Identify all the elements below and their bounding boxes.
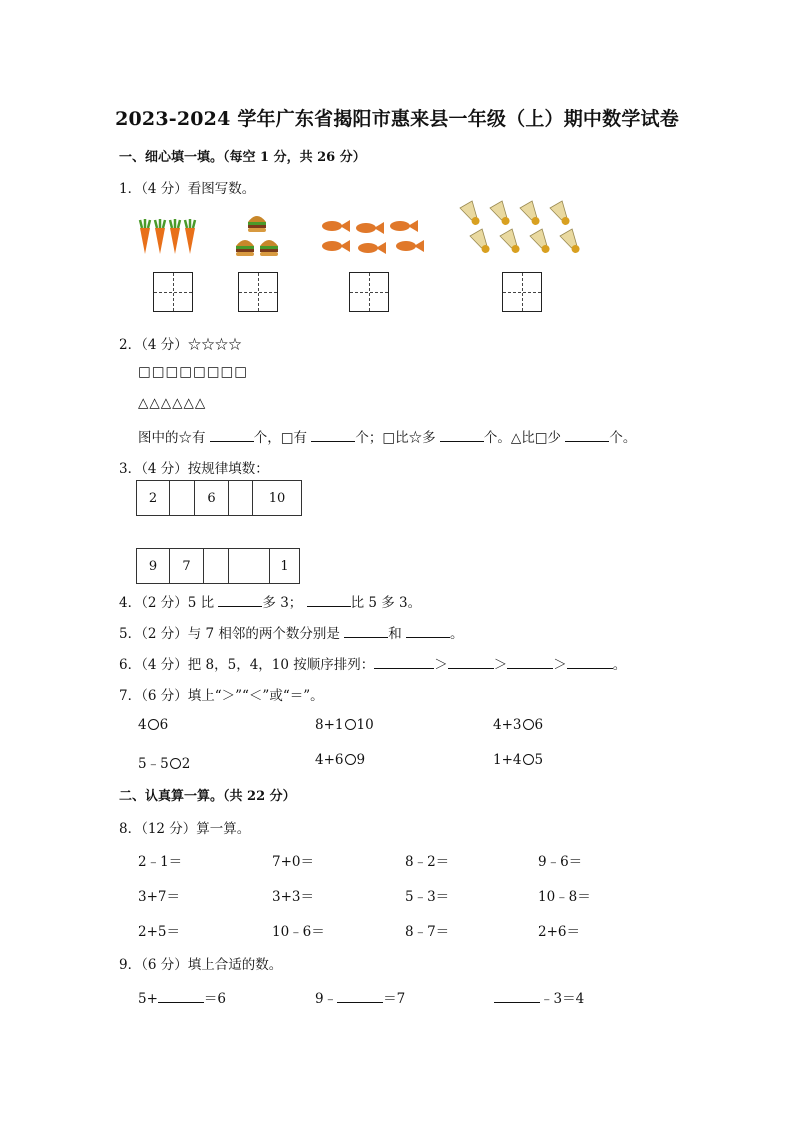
- calc-item[interactable]: 10﹣8＝: [538, 889, 591, 905]
- answer-grid-shuttlecocks[interactable]: [502, 272, 542, 312]
- section-2-heading: 二、认真算一算。（共 22 分）: [119, 789, 296, 804]
- q2-blank-4[interactable]: [565, 429, 609, 442]
- q1-picture-row: [130, 200, 590, 270]
- seq2-cell[interactable]: [229, 549, 270, 584]
- q6-blank-3[interactable]: [507, 656, 553, 669]
- answer-grid-fish[interactable]: [349, 272, 389, 312]
- page-title: 2023-2024 学年广东省揭阳市惠来县一年级（上）期中数学试卷: [115, 108, 679, 130]
- q6-gt-1: ＞: [434, 657, 448, 673]
- calc-item[interactable]: 8﹣2＝: [405, 854, 450, 870]
- triangles-row: △△△△△△: [138, 395, 207, 411]
- calc-item[interactable]: 3+7＝: [138, 889, 180, 905]
- q6-gt-2: ＞: [493, 657, 508, 673]
- compare-item: 8+1 10: [315, 717, 374, 733]
- q2-text-5: 个。: [609, 430, 637, 446]
- calc-item[interactable]: 2+5＝: [138, 924, 180, 940]
- answer-grid-burgers[interactable]: [238, 272, 278, 312]
- seq2-cell[interactable]: [204, 549, 229, 584]
- carrot-icon: [140, 219, 195, 254]
- compare-circle[interactable]: [148, 719, 159, 730]
- compare-item: 4+6 9: [315, 752, 366, 768]
- q5-blank-1[interactable]: [344, 625, 388, 638]
- shuttlecock-icon: [460, 201, 584, 256]
- burger-icon: [236, 216, 278, 256]
- q5-text-b: 和: [388, 626, 402, 642]
- answer-grid-carrots[interactable]: [153, 272, 193, 312]
- question-1-label: 1．（4 分）看图写数。: [119, 181, 256, 197]
- calc-item[interactable]: 5﹣3＝: [405, 889, 450, 905]
- q2-blank-3[interactable]: [440, 429, 484, 442]
- compare-item: 4 6: [138, 717, 169, 733]
- compare-item: 4+3 6: [493, 717, 544, 733]
- question-4: [119, 591, 421, 611]
- q2-text-4: 个。△比□少: [483, 430, 562, 446]
- question-8-label: 8．（12 分）算一算。: [119, 821, 251, 837]
- compare-circle[interactable]: [345, 719, 356, 730]
- seq2-cell: 9: [137, 549, 170, 584]
- q2-text-2: 个，□有: [253, 430, 308, 446]
- seq1-cell: 10: [253, 481, 302, 516]
- calc-item[interactable]: 3+3＝: [272, 889, 314, 905]
- squares-row: □□□□□□□□: [138, 364, 249, 380]
- q4-text-a: 4．（2 分）5 比: [119, 595, 215, 611]
- question-9-label: 9．（6 分）填上合适的数。: [119, 957, 283, 973]
- calc-item[interactable]: 8﹣7＝: [405, 924, 450, 940]
- seq1-cell: 2: [137, 481, 170, 516]
- question-5: [119, 622, 464, 642]
- calc-item[interactable]: 2﹣1＝: [138, 854, 183, 870]
- q4-text-b: 多 3；: [262, 595, 303, 611]
- sequence-table-2: [136, 548, 300, 584]
- q2-blank-2[interactable]: [311, 429, 355, 442]
- question-7-label: 7．（6 分）填上“＞”“＜”或“＝”。: [119, 688, 324, 704]
- compare-item: 1+4 5: [493, 752, 544, 768]
- fill-item-a: 5+ ＝6: [138, 991, 226, 1007]
- q4-blank-2[interactable]: [307, 594, 351, 607]
- q6-blank-1[interactable]: [374, 656, 434, 669]
- seq2-cell: 7: [170, 549, 204, 584]
- q2-text-3: 个；□比☆多: [355, 430, 436, 446]
- seq1-cell: 6: [195, 481, 229, 516]
- fill-item-c: ﹣3＝4: [494, 987, 584, 1007]
- q2-blank-1[interactable]: [210, 429, 254, 442]
- q5-text-c: 。: [450, 626, 464, 642]
- q6-blank-4[interactable]: [567, 656, 613, 669]
- q6-text-a: 6．（4 分）把 8，5，4，10 按顺序排列：: [119, 657, 375, 673]
- q9-blank-2[interactable]: [337, 990, 383, 1003]
- seq1-cell[interactable]: [170, 481, 195, 516]
- question-3-label: 3．（4 分）按规律填数：: [119, 461, 269, 477]
- seq2-cell: 1: [270, 549, 300, 584]
- compare-item: 5﹣5 2: [138, 756, 191, 772]
- goldfish-icon: [322, 220, 424, 254]
- calc-item[interactable]: 2+6＝: [538, 924, 580, 940]
- compare-circle[interactable]: [170, 758, 181, 769]
- q5-blank-2[interactable]: [406, 625, 450, 638]
- calc-item[interactable]: 10﹣6＝: [272, 924, 325, 940]
- section-1-heading: 一、细心填一填。（每空 1 分，共 26 分）: [119, 150, 366, 165]
- q2-text-1: 图中的☆有: [138, 430, 206, 446]
- q9-blank-3[interactable]: [494, 990, 540, 1003]
- q6-gt-3: ＞: [553, 657, 567, 673]
- q6-blank-2[interactable]: [448, 656, 494, 669]
- q6-end: 。: [612, 657, 627, 673]
- seq1-cell[interactable]: [229, 481, 253, 516]
- compare-circle[interactable]: [523, 719, 534, 730]
- q4-text-c: 比 5 多 3。: [350, 595, 422, 611]
- calc-item[interactable]: 7+0＝: [272, 854, 314, 870]
- q5-text-a: 5．（2 分）与 7 相邻的两个数分别是: [119, 626, 340, 642]
- q9-blank-1[interactable]: [158, 990, 204, 1003]
- q2-sentence: [138, 426, 636, 446]
- compare-circle[interactable]: [345, 754, 356, 765]
- question-2-label: 2．（4 分）☆☆☆☆: [119, 337, 242, 353]
- sequence-table-1: [136, 480, 302, 516]
- question-6: [119, 653, 626, 673]
- q4-blank-1[interactable]: [218, 594, 262, 607]
- fill-item-b: 9﹣ ＝7: [315, 991, 406, 1007]
- compare-circle[interactable]: [523, 754, 534, 765]
- calc-item[interactable]: 9﹣6＝: [538, 854, 583, 870]
